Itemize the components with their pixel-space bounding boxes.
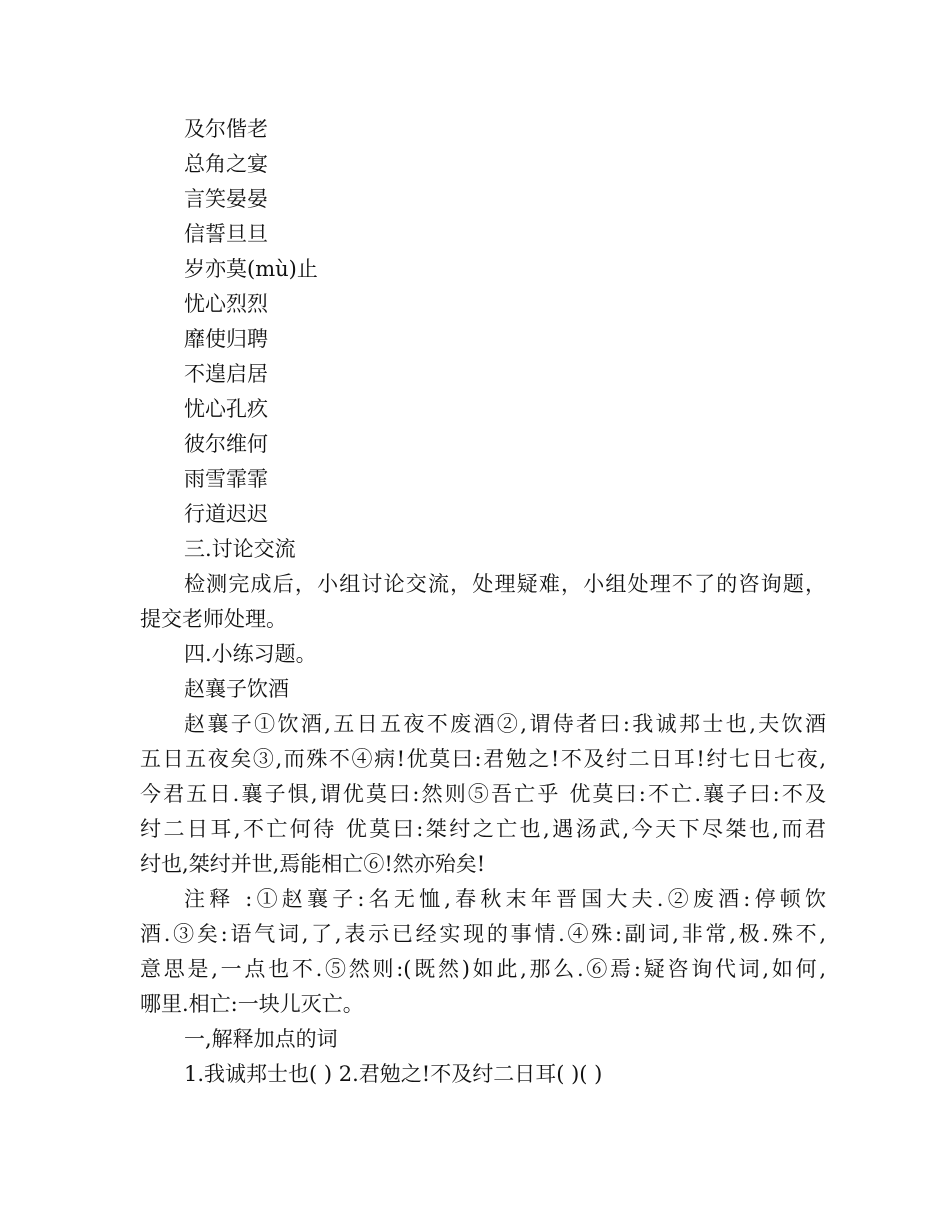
note-line: 哪里.相亡:一块儿灭亡。 [140,992,364,1016]
poem-line: 行道迟迟 [184,502,268,526]
passage-title: 赵襄子饮酒 [184,677,289,701]
note-line: 注释 :①赵襄子:名无恤,春秋末年晋国大夫.②废酒:停顿饮 [184,887,826,911]
passage-line: 纣二日耳,不亡何待 优莫曰:桀纣之亡也,遇汤武,今天下尽桀也,而君 [140,817,826,841]
question-line: 1.我诚邦士也( ) 2.君勉之!不及纣二日耳( )( ) [184,1062,603,1086]
section-heading-exercises: 四.小练习题。 [184,642,317,666]
passage-line: 五日五夜矣③,而殊不④病!优莫曰:君勉之!不及纣二日耳!纣七日七夜, [140,747,826,771]
passage-line: 纣也,桀纣并世,焉能相亡⑥!然亦殆矣! [140,852,486,876]
note-line: 意思是,一点也不.⑤然则:(既然)如此,那么.⑥焉:疑咨询代词,如何, [140,957,826,981]
paragraph-line: 检测完成后，小组讨论交流，处理疑难，小组处理不了的咨询题， [184,572,826,596]
document-page [0,112,950,1092]
notes [0,882,950,1022]
poem-line: 靡使归聘 [184,327,268,351]
poem-line: 不遑启居 [184,362,268,386]
poem-line: 彼尔维何 [184,432,268,456]
poem-line: 岁亦莫(mù)止 [184,257,318,281]
passage [0,707,950,882]
poem-line: 总角之宴 [184,152,268,176]
poem [0,112,950,532]
poem-line: 信誓旦旦 [184,222,268,246]
poem-line: 忧心孔疚 [184,397,268,421]
paragraph-line: 提交老师处理。 [140,607,287,631]
poem-line: 言笑晏晏 [184,187,268,211]
passage-line: 今君五日.襄子惧,谓优莫曰:然则⑤吾亡乎 优莫曰:不亡.襄子曰:不及 [140,782,826,806]
note-line: 酒.③矣:语气词,了,表示已经实现的事情.④殊:副词,非常,极.殊不, [140,922,826,946]
poem-line: 及尔偕老 [184,117,268,141]
poem-line: 雨雪霏霏 [184,467,268,491]
section-heading-discussion: 三.讨论交流 [184,537,296,561]
poem-line: 忧心烈烈 [184,292,268,316]
passage-line: 赵襄子①饮酒,五日五夜不废酒②,谓侍者曰:我诚邦士也,夫饮酒 [184,712,826,736]
question-heading: 一,解释加点的词 [184,1027,338,1051]
